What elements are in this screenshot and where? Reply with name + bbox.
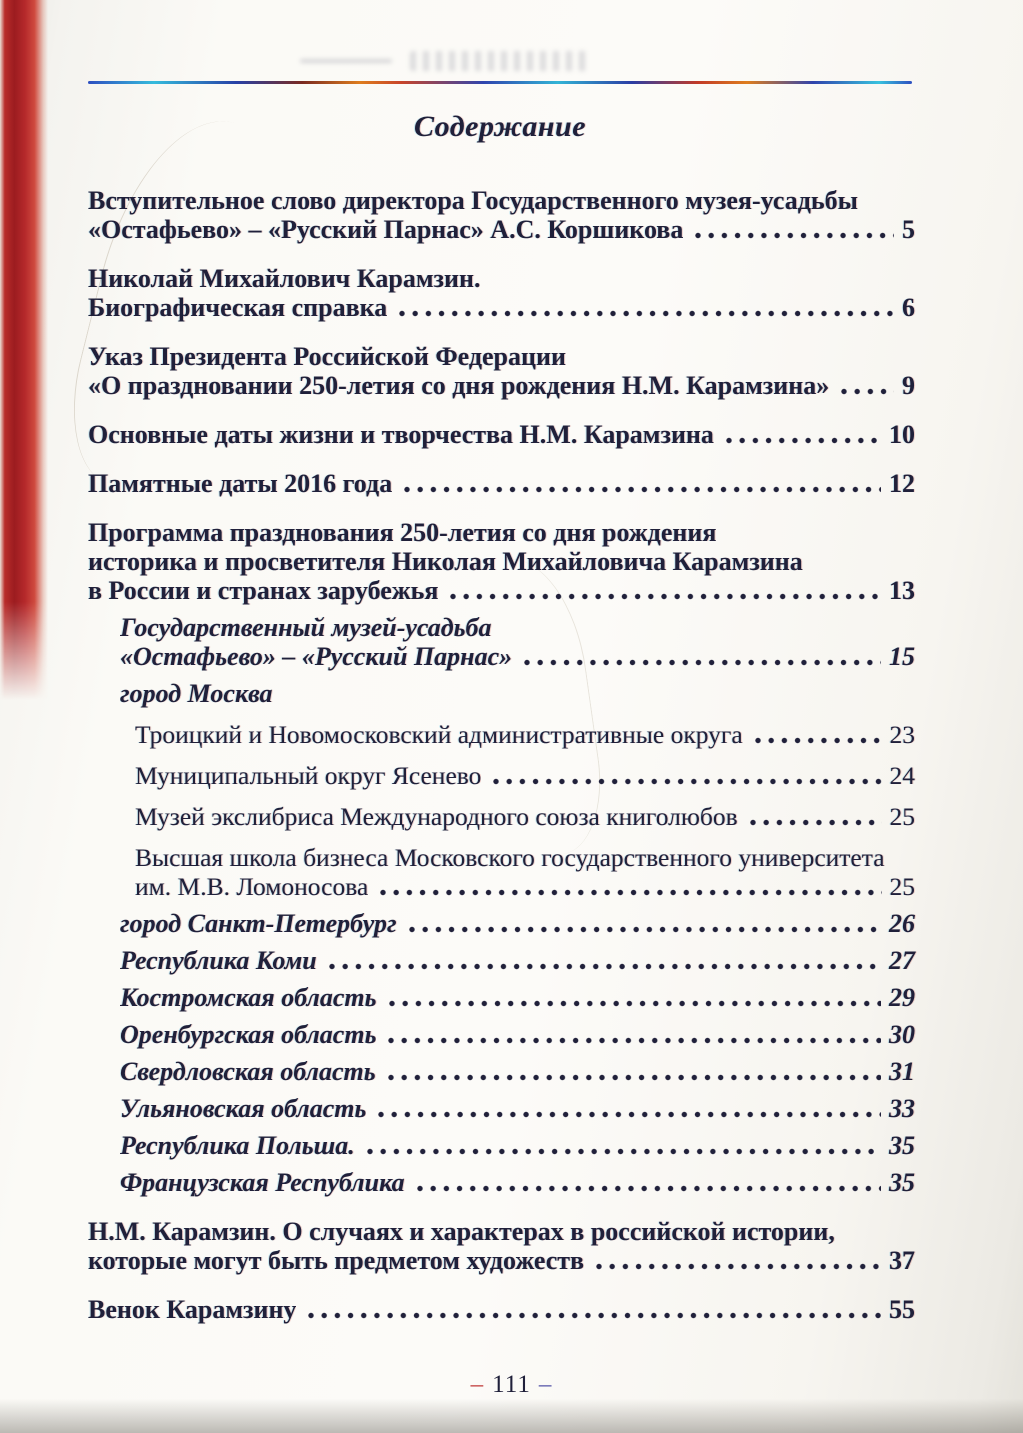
toc-entry-line — [88, 1217, 915, 1246]
toc-entry-line — [88, 469, 915, 498]
book-spine-edge — [0, 0, 48, 700]
toc-entry — [120, 1057, 915, 1086]
footer-number: 111 — [492, 1371, 531, 1398]
toc-entry-text: «Остафьево» – «Русский Парнас» — [120, 642, 513, 671]
toc-entry-text: Основные даты жизни и творчества Н.М. Карамзина — [88, 420, 714, 449]
toc-page-number: 13 — [889, 576, 915, 605]
toc-entry — [88, 469, 915, 498]
dot-leader — [329, 963, 881, 970]
toc-entry — [88, 186, 915, 244]
toc-entry — [120, 946, 915, 975]
dot-leader — [378, 1111, 881, 1118]
toc-entry-text: Ульяновская область — [120, 1094, 367, 1123]
toc-entry-line — [88, 1246, 915, 1275]
footer-dash-left: – — [470, 1371, 485, 1398]
dot-leader — [367, 1148, 881, 1155]
toc-entry-text: Венок Карамзину — [88, 1295, 297, 1324]
toc-entry-line — [120, 909, 915, 938]
toc-page-number: 25 — [889, 872, 915, 901]
toc-entry — [135, 843, 915, 901]
dot-leader — [409, 926, 881, 933]
toc-entry-line — [88, 215, 915, 244]
toc-entry-text: Троицкий и Новомосковский административные округа — [135, 720, 743, 749]
dot-leader — [388, 1074, 881, 1081]
toc-entry-line — [120, 983, 915, 1012]
toc-entry-line — [120, 642, 915, 671]
toc-entry — [88, 342, 915, 400]
toc-entry-text: историка и просветителя Николая Михайловича Карамзина — [88, 547, 803, 576]
toc-entry — [120, 1131, 915, 1160]
toc-entry-text: Вступительное слово директора Государственного музея-усадьбы — [88, 186, 858, 215]
dot-leader — [750, 819, 882, 826]
dot-leader — [308, 1312, 881, 1319]
toc-entry-text: Костромская область — [120, 983, 377, 1012]
toc-page-number: 33 — [889, 1094, 915, 1123]
toc-entry-text: Музей экслибриса Международного союза книголюбов — [135, 802, 738, 831]
toc-entry-text: им. М.В. Ломоносова — [135, 872, 369, 901]
toc-entry-line — [88, 342, 915, 371]
toc-entry-line — [88, 186, 915, 215]
toc-entry — [120, 613, 915, 671]
toc-entry — [88, 1217, 915, 1275]
toc-entry-line — [120, 1094, 915, 1123]
toc-page-number: 30 — [889, 1020, 915, 1049]
toc-entry-line — [135, 761, 915, 790]
toc-entry — [120, 983, 915, 1012]
dot-leader — [755, 737, 882, 744]
toc-entry-line — [135, 843, 915, 872]
toc-entry-text: Указ Президента Российской Федерации — [88, 342, 566, 371]
toc-page-number: 26 — [889, 909, 915, 938]
toc-page-number: 15 — [889, 642, 915, 671]
decorative-rule — [88, 81, 912, 84]
ink-bleed-artifact — [300, 49, 590, 75]
toc-entry-line — [88, 420, 915, 449]
toc-entry — [120, 1094, 915, 1123]
toc-page-number: 5 — [902, 215, 915, 244]
toc-entry-line — [120, 1020, 915, 1049]
toc-entry — [120, 1020, 915, 1049]
dot-leader — [399, 310, 894, 317]
dot-leader — [493, 778, 881, 785]
toc-page-number: 24 — [889, 761, 915, 790]
toc-entry-text: город Москва — [120, 679, 273, 708]
toc-entry-line — [88, 518, 915, 547]
toc-entry-text: Николай Михайлович Карамзин. — [88, 264, 481, 293]
toc-entry — [88, 264, 915, 322]
ink-bleed-dash — [300, 59, 392, 63]
toc-page-number: 31 — [889, 1057, 915, 1086]
dot-leader — [726, 437, 881, 444]
page-title: Содержание — [413, 110, 587, 143]
toc-entry-line — [88, 1295, 915, 1324]
toc-entry — [135, 720, 915, 749]
footer-page-number — [0, 1371, 1023, 1399]
toc-entry — [135, 802, 915, 831]
toc-page-number: 35 — [889, 1131, 915, 1160]
toc-page-number: 25 — [889, 802, 915, 831]
toc-page-number: 9 — [902, 371, 915, 400]
toc-page-number: 12 — [889, 469, 915, 498]
toc-entry — [120, 1168, 915, 1197]
toc-entry — [120, 679, 915, 708]
toc-entry-line — [88, 576, 915, 605]
toc-entry-line — [120, 1057, 915, 1086]
toc-entry-line — [88, 264, 915, 293]
toc-entry-line — [135, 802, 915, 831]
toc-entry — [135, 761, 915, 790]
toc-entry-line — [135, 720, 915, 749]
toc-entry-line — [120, 613, 915, 642]
toc-entry-text: «Остафьево» – «Русский Парнас» А.С. Коршикова — [88, 215, 684, 244]
toc-entry-text: Высшая школа бизнеса Московского государственного университета — [135, 843, 885, 872]
toc-page-number: 10 — [889, 420, 915, 449]
toc-entry-text: Н.М. Карамзин. О случаях и характерах в российской истории, — [88, 1217, 835, 1246]
dot-leader — [417, 1185, 881, 1192]
toc-page-number: 55 — [889, 1295, 915, 1324]
toc-entry-line — [88, 293, 915, 322]
dot-leader — [380, 889, 881, 896]
toc-list — [88, 186, 915, 1324]
toc-entry — [88, 1295, 915, 1324]
ink-bleed-text-ghost — [410, 51, 590, 71]
toc-entry-text: которые могут быть предметом художеств — [88, 1246, 585, 1275]
dot-leader — [841, 388, 894, 395]
toc-entry-text: Республика Коми — [120, 946, 317, 975]
toc-entry-text: Биографическая справка — [88, 293, 388, 322]
toc-entry-text: Государственный музей-усадьба — [120, 613, 492, 642]
toc-entry-text: Муниципальный округ Ясенево — [135, 761, 482, 790]
toc-page-number: 6 — [902, 293, 915, 322]
toc-page-number: 29 — [889, 983, 915, 1012]
toc-page-number: 23 — [889, 720, 915, 749]
toc-entry-line — [120, 1168, 915, 1197]
dot-leader — [596, 1263, 881, 1270]
dot-leader — [524, 659, 881, 666]
footer-dash-right: – — [538, 1371, 553, 1398]
toc-entry — [88, 420, 915, 449]
toc-entry-line — [120, 679, 915, 708]
toc-entry-text: Республика Польша. — [120, 1131, 355, 1160]
toc-entry — [120, 909, 915, 938]
toc-entry-text: «О праздновании 250-летия со дня рождения Н.М. Карамзина» — [88, 371, 830, 400]
toc-entry-text: Свердловская область — [120, 1057, 376, 1086]
toc-entry-text: Памятные даты 2016 года — [88, 469, 393, 498]
dot-leader — [388, 1037, 881, 1044]
toc-entry-text: Программа празднования 250-летия со дня рождения — [88, 518, 717, 547]
toc-entry-text: Оренбургская область — [120, 1020, 377, 1049]
dot-leader — [404, 486, 881, 493]
toc-page-number: 27 — [889, 946, 915, 975]
dot-leader — [695, 232, 894, 239]
toc-entry-text: в России и странах зарубежья — [88, 576, 439, 605]
dot-leader — [389, 1000, 881, 1007]
toc-entry-text: город Санкт-Петербург — [120, 909, 397, 938]
toc-entry-line — [120, 1131, 915, 1160]
toc-entry-text: Французская Республика — [120, 1168, 405, 1197]
toc-entry-line — [135, 872, 915, 901]
toc-entry-line — [88, 371, 915, 400]
toc-entry-line — [120, 946, 915, 975]
toc-page-number: 37 — [889, 1246, 915, 1275]
toc-entry-line — [88, 547, 915, 576]
toc-page-number: 35 — [889, 1168, 915, 1197]
dot-leader — [450, 593, 881, 600]
toc-entry — [88, 518, 915, 605]
